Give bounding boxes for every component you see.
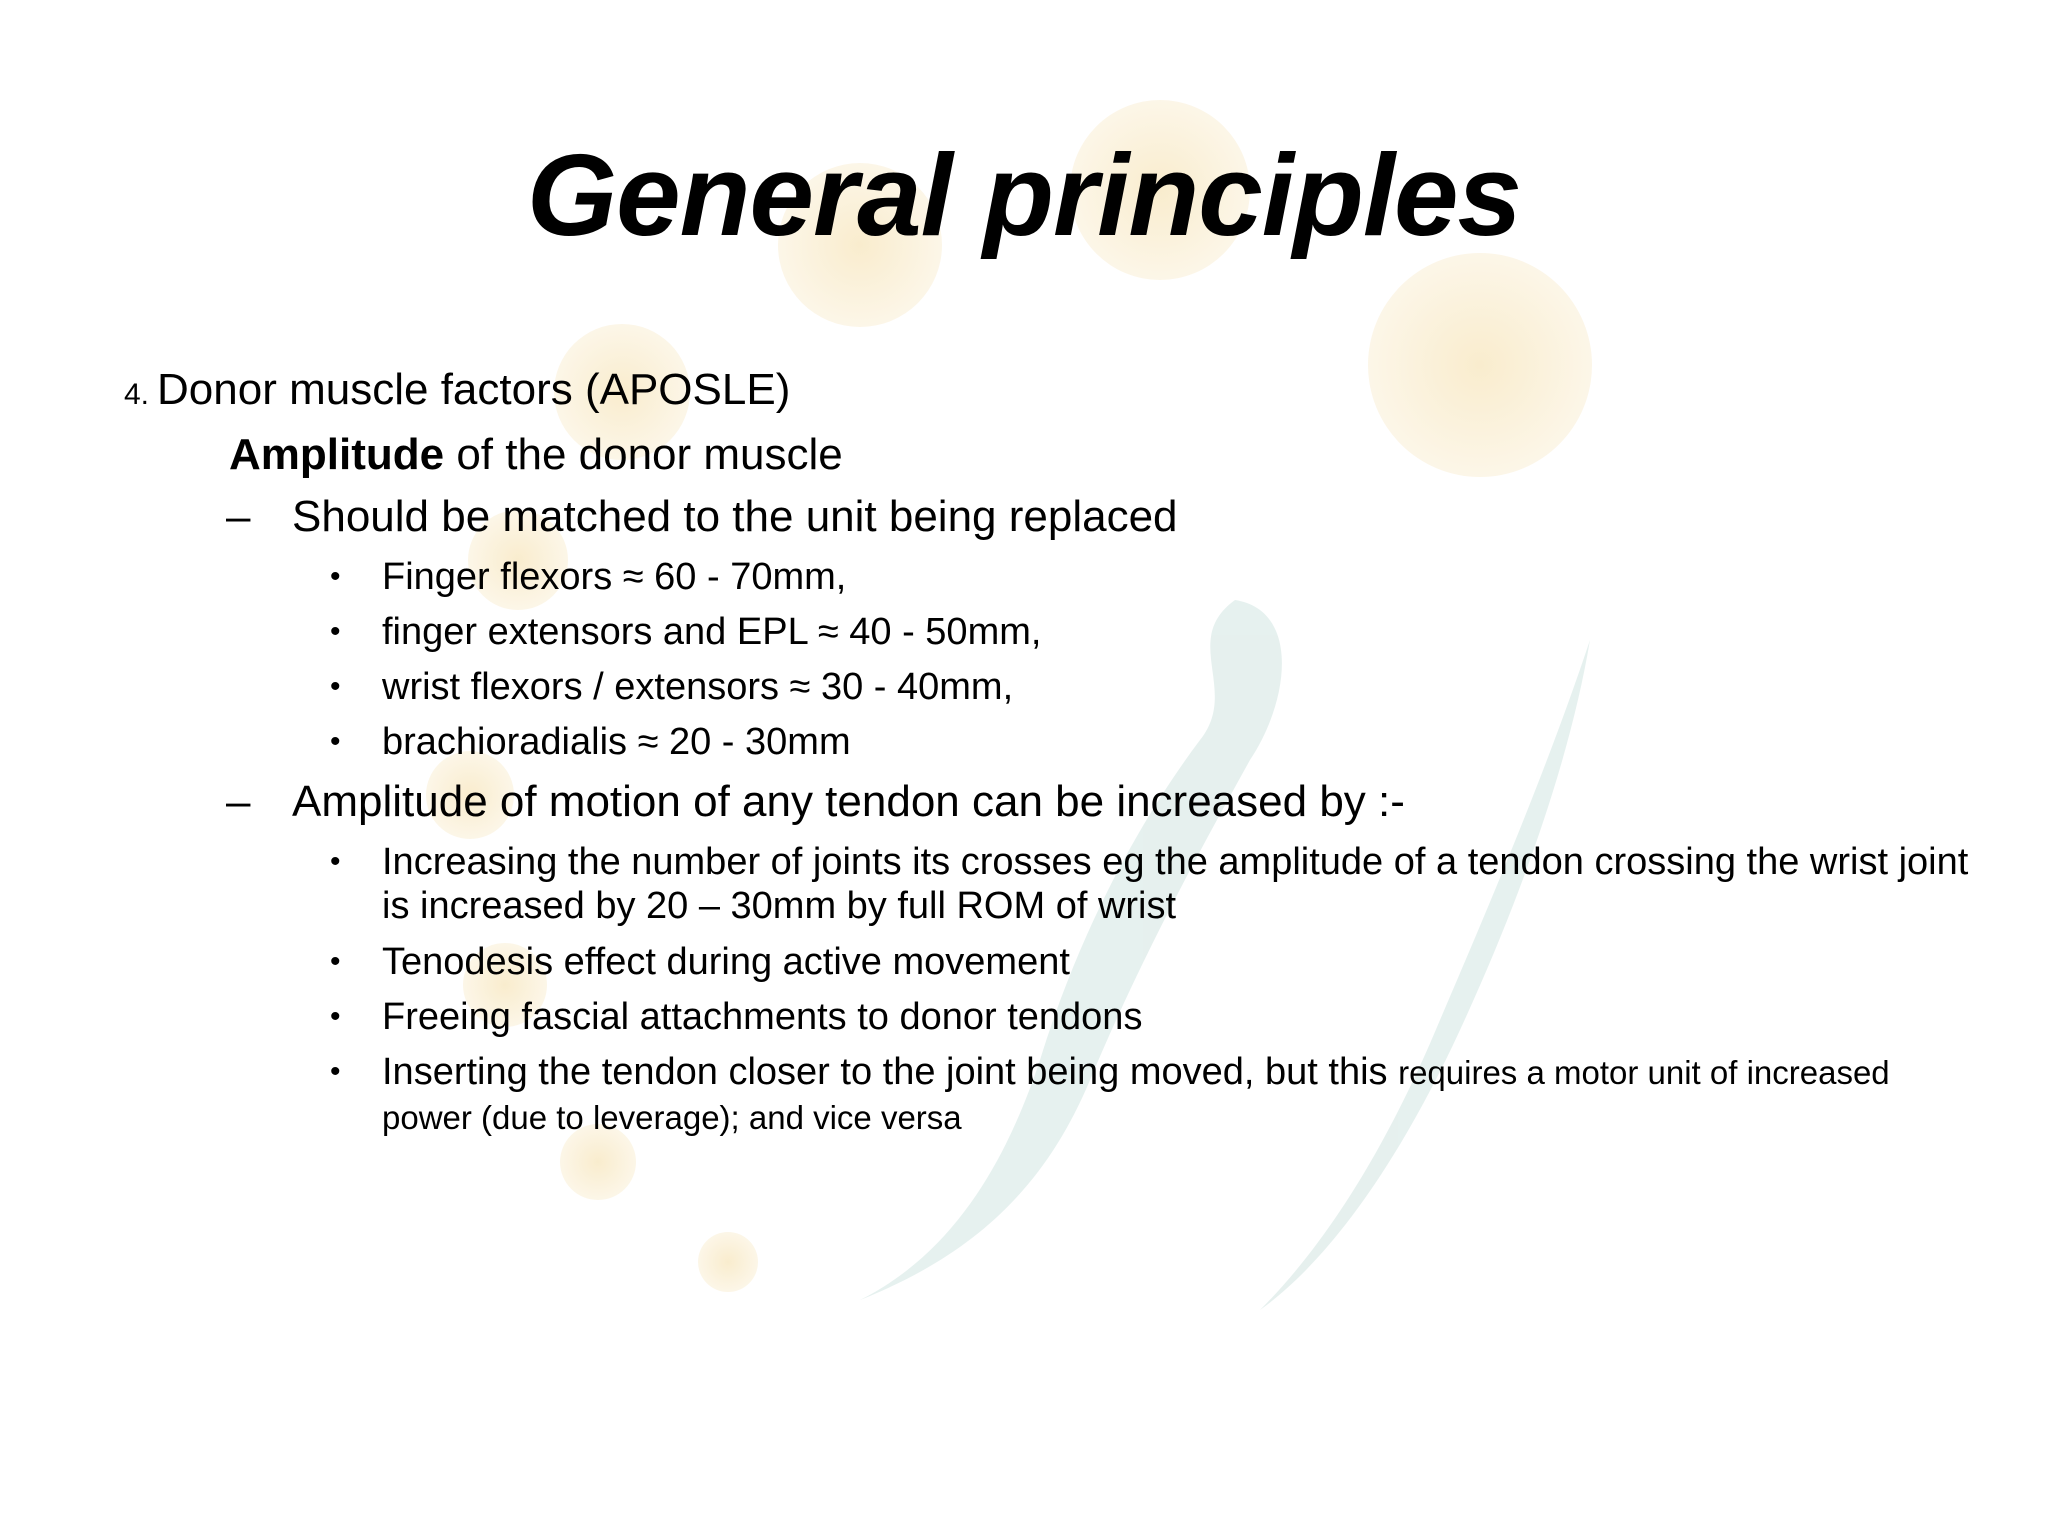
bullet-marker: •: [330, 725, 341, 758]
dash-marker: –: [226, 777, 251, 826]
section-number: 4.: [124, 378, 150, 411]
list-item-text: [382, 1050, 1982, 1140]
bullet-marker: •: [330, 670, 341, 703]
section-heading: [124, 365, 790, 415]
bullet-marker: •: [330, 845, 341, 878]
bullet-marker: •: [330, 1055, 341, 1088]
dash-item-text: Amplitude of motion of any tendon can be increased by :-: [292, 777, 1405, 826]
list-item-text: finger extensors and EPL ≈ 40 - 50mm,: [382, 611, 1042, 653]
list-item-text-main: Inserting the tendon closer to the joint being moved, but this: [382, 1051, 1399, 1093]
amplitude-line: [229, 430, 843, 480]
list-item-text: brachioradialis ≈ 20 - 30mm: [382, 721, 851, 763]
bullet-marker: •: [330, 945, 341, 978]
list-item-text: Finger flexors ≈ 60 - 70mm,: [382, 556, 847, 598]
slide-title: General principles: [526, 130, 1522, 260]
list-item-text: wrist flexors / extensors ≈ 30 - 40mm,: [382, 666, 1014, 708]
bullet-marker: •: [330, 1000, 341, 1033]
amplitude-bold: Amplitude: [229, 430, 445, 479]
list-item-text: Tenodesis effect during active movement: [382, 941, 1070, 983]
bullet-marker: •: [330, 615, 341, 648]
list-item-text: Freeing fascial attachments to donor tendons: [382, 996, 1143, 1038]
dash-marker: –: [226, 492, 251, 541]
bullet-marker: •: [330, 560, 341, 593]
section-heading-text: Donor muscle factors (APOSLE): [157, 365, 791, 414]
list-item-text: Increasing the number of joints its crosses eg the amplitude of a tendon crossing the wrist joint is increased by 20 – 30mm by full ROM of wrist: [382, 841, 1969, 927]
list-item-text-small: requires a motor unit of increased power (due to leverage); and vice versa: [382, 1054, 1890, 1136]
amplitude-rest: of the donor muscle: [444, 430, 843, 479]
dash-item-text: Should be matched to the unit being replaced: [292, 492, 1178, 541]
